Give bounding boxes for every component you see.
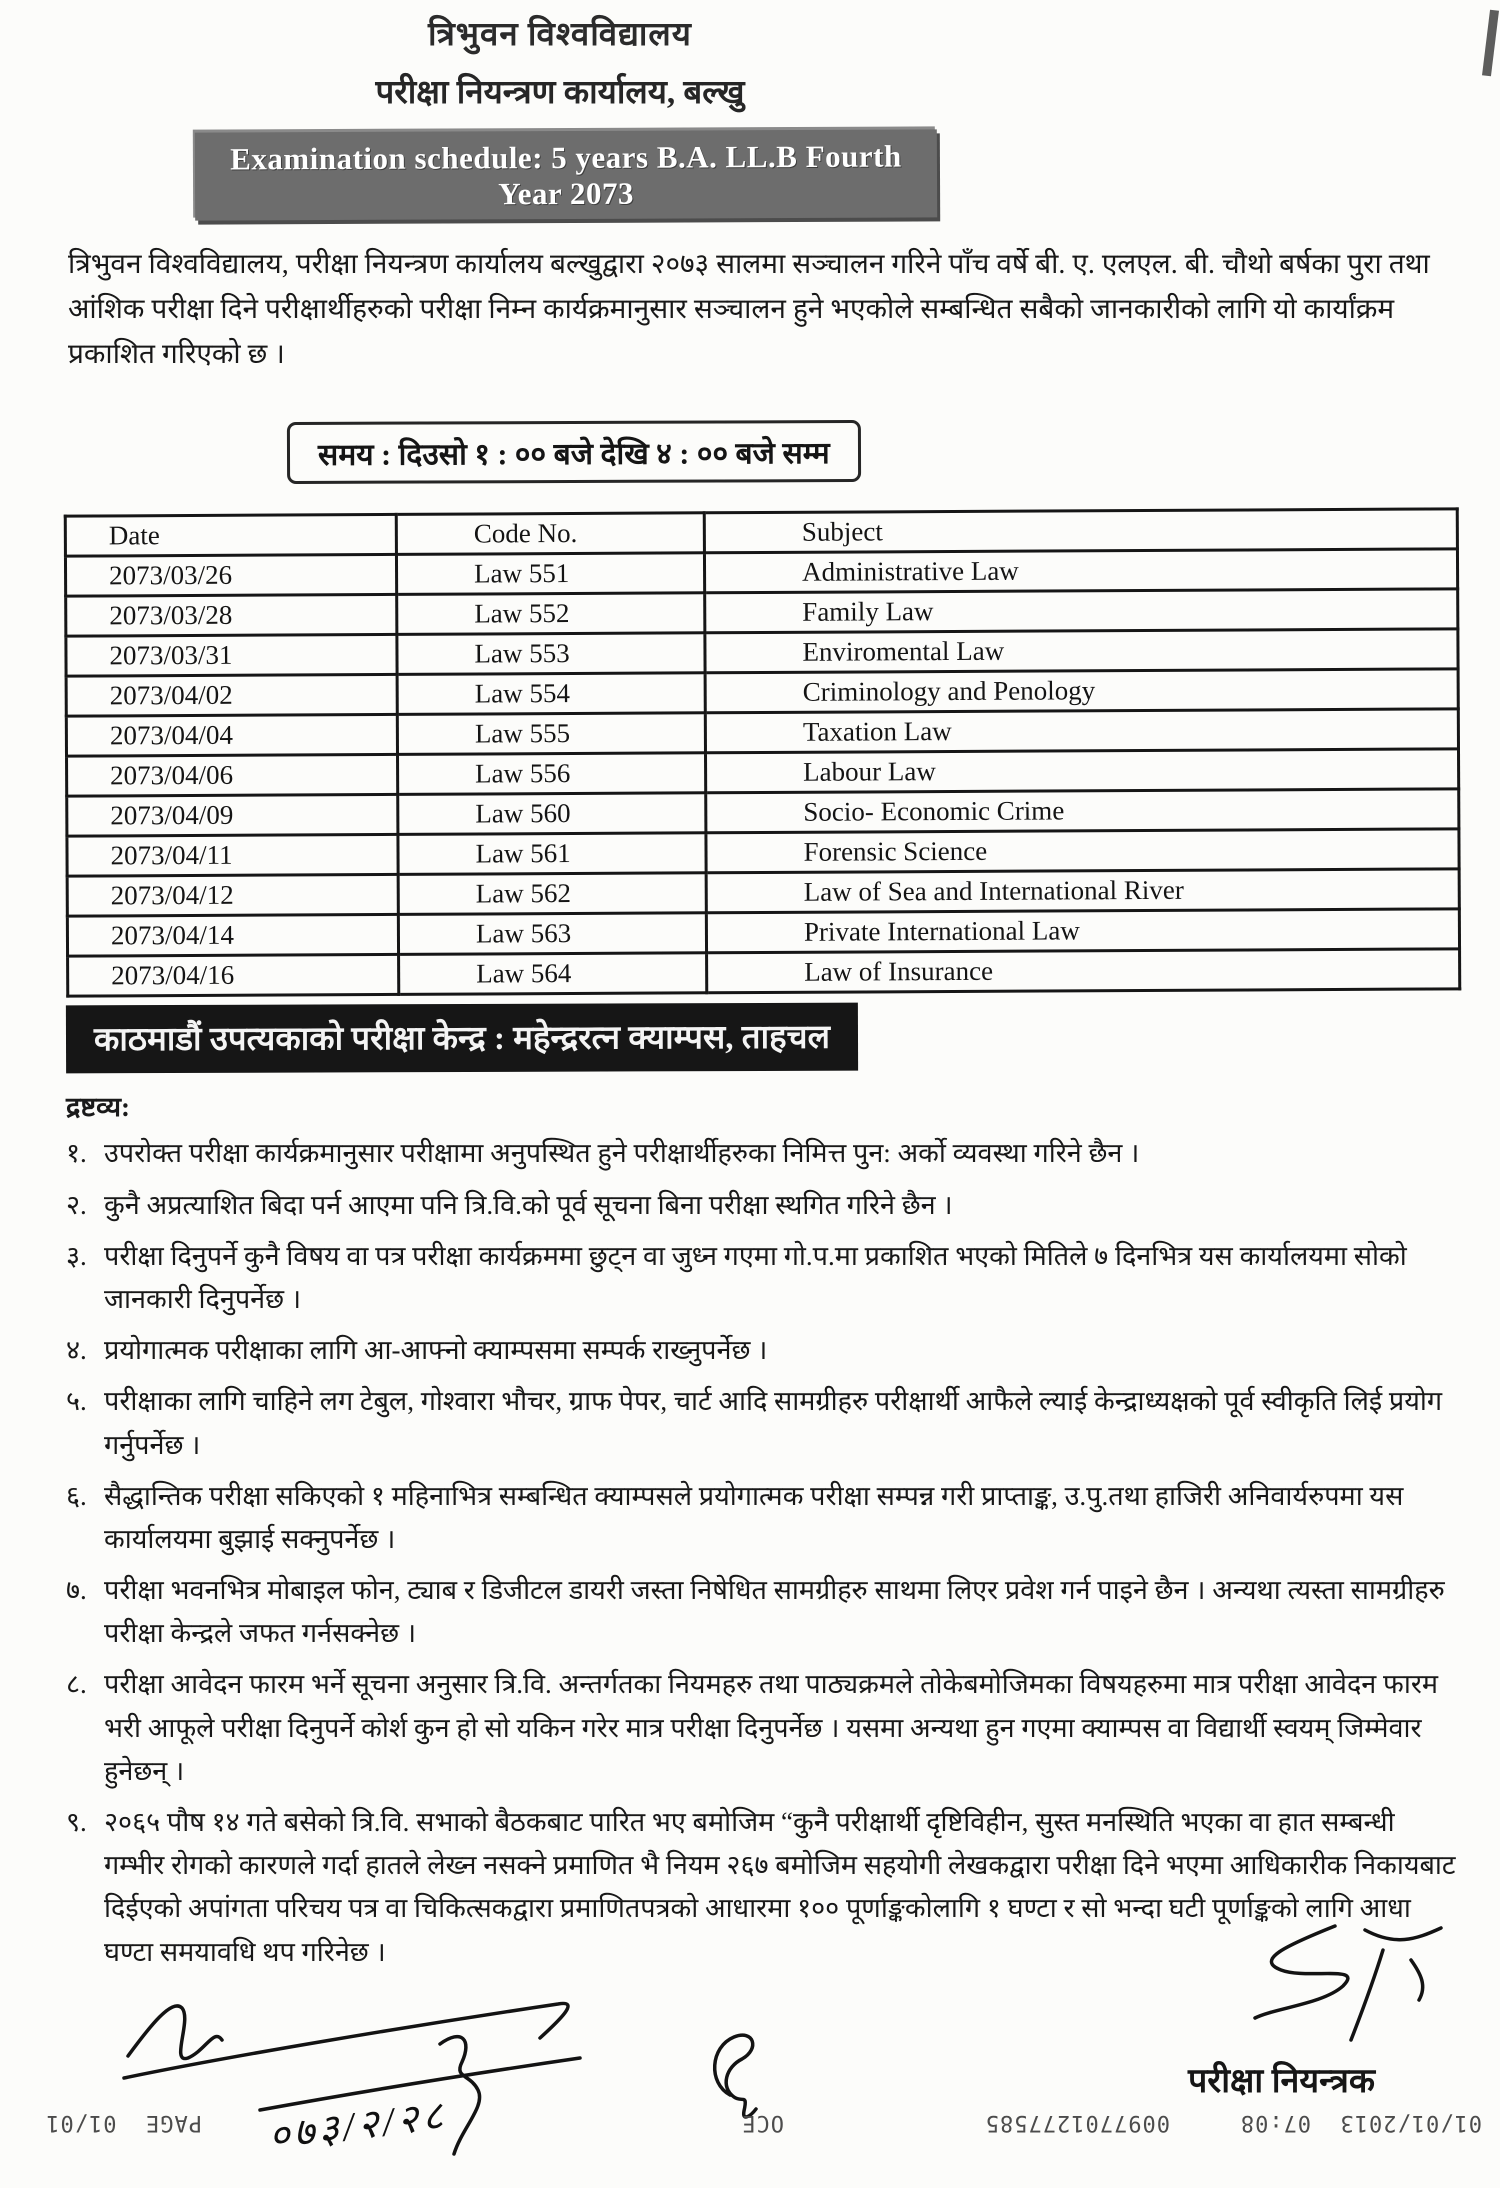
exam-date-cell: 2073/04/14 [67, 915, 398, 957]
column-header-date: Date [65, 515, 396, 557]
exam-subject-cell: Taxation Law [705, 709, 1458, 753]
exam-subject-cell: Forensic Science [706, 829, 1459, 873]
exam-code-cell: Law 561 [398, 833, 706, 875]
exam-subject-cell: Socio- Economic Crime [706, 789, 1459, 833]
note-number: ७. [66, 1575, 87, 1606]
note-number: २. [66, 1189, 87, 1220]
exam-center-row [66, 1004, 1500, 1072]
exam-date-cell: 2073/04/02 [66, 675, 397, 717]
exam-date-cell: 2073/04/04 [66, 715, 397, 757]
handwritten-date: ०७३/२/२८ [266, 2092, 450, 2159]
note-item [66, 1132, 1456, 1175]
note-number: ४. [66, 1335, 87, 1366]
note-text: उपरोक्त परीक्षा कार्यक्रमानुसार परीक्षामा अनुपस्थित हुने परीक्षार्थीहरुका निमित्त पुन: अर्को व्यवस्था गरिने छैन । [104, 1138, 1140, 1169]
exam-subject-cell: Administrative Law [704, 549, 1457, 593]
university-title: त्रिभुवन विश्वविद्यालय [428, 17, 692, 53]
fax-page-indicator: PAGE 01/01 [45, 2110, 202, 2135]
note-number: ८. [66, 1669, 87, 1700]
note-text: कुनै अप्रत्याशित बिदा पर्न आएमा पनि त्रि.वि.को पूर्व सूचना बिना परीक्षा स्थगित गरिने छैन । [104, 1189, 953, 1220]
note-item [66, 1235, 1456, 1321]
exam-date-cell: 2073/03/28 [66, 595, 397, 637]
time-box-row [287, 421, 1500, 483]
controller-signature-icon [1215, 1920, 1455, 2060]
fax-number: 0097701277585 [984, 2110, 1170, 2135]
note-number: ९. [66, 1807, 87, 1838]
table-row [68, 949, 1460, 996]
exam-time-box: समय : दिउसो १ : ०० बजे देखि ४ : ०० बजे सम्म [287, 420, 861, 484]
exam-date-cell: 2073/04/09 [67, 795, 398, 837]
exam-date-cell: 2073/04/12 [67, 875, 398, 917]
column-header-subject: Subject [704, 509, 1457, 553]
exam-code-cell: Law 553 [397, 633, 705, 675]
fax-footer [0, 2093, 1500, 2135]
column-header-code: Code No. [396, 513, 704, 555]
notes-list [66, 1132, 1456, 1973]
note-text: २०६५ पौष १४ गते बसेको त्रि.वि. सभाको बैठकबाट पारित भए बमोजिम “कुनै परीक्षार्थी दृष्टिविहीन, सुस्त मनस्थिति भएका वा हात सम्बन्धी गम्भीर रोगको कारणले गर्दा हातले लेख्न नसक्ने प्रमाणित भै नियम २६७ बमोजिम सहयोगी लेखकद्वारा परीक्षा दिने भएमा आधिकारीक निकायबाट दिईएको अपांगता परिचय पत्र वा चिकित्सकद्वारा प्रमाणितपत्रको आधारमा १०० पूर्णाङ्ककोलागि १ घण्टा र सो भन्दा घटी पूर्णाङ्कको लागि आधा घण्टा समयावधि थप गरिनेछ । [104, 1807, 1456, 1967]
exam-subject-cell: Enviromental Law [705, 629, 1458, 673]
exam-schedule-banner: Examination schedule: 5 years B.A. LL.B Fourth Year 2073 [195, 129, 937, 220]
controller-title: परीक्षा नियन्त्रक [1188, 2062, 1376, 2100]
fax-sender-label: OCE [741, 2110, 784, 2135]
notes-heading: द्रष्टव्य: [66, 1092, 130, 1123]
exam-date-cell: 2073/03/31 [66, 635, 397, 677]
office-title: परीक्षा नियन्त्रण कार्यालय, बल्खु [375, 75, 745, 111]
exam-code-cell: Law 551 [396, 553, 704, 595]
exam-schedule-table [64, 508, 1462, 998]
note-text: परीक्षा भवनभित्र मोबाइल फोन, ट्याब र डिजीटल डायरी जस्ता निषेधित सामग्रीहरु साथमा लिएर प्रवेश गर्न पाइने छैन । अन्यथा त्यस्ता सामग्रीहरु परीक्षा केन्द्रले जफत गर्नसक्नेछ । [104, 1575, 1445, 1649]
exam-subject-cell: Law of Sea and International River [706, 869, 1459, 913]
scan-edge-artifact [1482, 10, 1499, 77]
note-number: ५. [66, 1386, 87, 1417]
exam-code-cell: Law 560 [398, 793, 706, 835]
exam-subject-cell: Labour Law [706, 749, 1459, 793]
exam-date-cell: 2073/03/26 [65, 555, 396, 597]
note-item [66, 1329, 1456, 1372]
document-header [0, 10, 1120, 113]
note-text: प्रयोगात्मक परीक्षाका लागि आ-आफ्नो क्याम्पसमा सम्पर्क राख्नुपर्नेछ । [104, 1335, 768, 1366]
fax-datetime: 01/01/2013 07:08 [1239, 2110, 1482, 2135]
exam-subject-cell: Family Law [705, 589, 1458, 633]
note-item [66, 1380, 1456, 1466]
note-text: परीक्षा आवेदन फारम भर्ने सूचना अनुसार त्रि.वि. अन्तर्गतका नियमहरु तथा पाठ्यक्रमले तोकेबमोजिमका विषयहरुमा मात्र परीक्षा आवेदन फारम भरी आफूले परीक्षा दिनुपर्ने कोर्श कुन हो सो यकिन गरेर मात्र परीक्षा दिनुपर्नेछ । यसमा अन्यथा हुन गएमा क्याम्पस वा विद्यार्थी स्वयम् जिम्मेवार हुनेछन् । [104, 1669, 1439, 1786]
intro-paragraph: त्रिभुवन विश्वविद्यालय, परीक्षा नियन्त्रण कार्यालय बल्खुद्वारा २०७३ सालमा सञ्चालन गरिने पाँच वर्षे बी. ए. एलएल. बी. चौथो बर्षका पुरा तथा आंशिक परीक्षा दिने परीक्षार्थीहरुको परीक्षा निम्न कार्यक्रमानुसार सञ्चालन हुने भएकोले सम्बन्धित सबैको जानकारीको लागि यो कार्यांक्रम प्रकाशित गरिएको छ । [68, 249, 1430, 370]
exam-code-cell: Law 563 [398, 913, 706, 955]
exam-date-cell: 2073/04/16 [68, 955, 399, 997]
note-item [66, 1663, 1456, 1793]
note-text: परीक्षा दिनुपर्ने कुनै विषय वा पत्र परीक्षा कार्यक्रममा छुट्न वा जुध्न गएमा गो.प.मा प्रकाशित भएको मितिले ७ दिनभित्र यस कार्यालयमा सोको जानकारी दिनुपर्नेछ । [104, 1240, 1407, 1314]
signature-area [0, 1978, 1500, 2188]
exam-center-banner: काठमाडौं उपत्यकाको परीक्षा केन्द्र : महेन्द्ररत्न क्याम्पस, ताहचल [66, 1003, 858, 1074]
note-text: सैद्धान्तिक परीक्षा सकिएको १ महिनाभित्र सम्बन्धित क्याम्पसले प्रयोगात्मक परीक्षा सम्पन्न गरी प्राप्ताङ्क, उ.पु.तथा हाजिरी अनिवार्यरुपमा यस कार्यालयमा बुझाई सक्नुपर्नेछ । [104, 1480, 1404, 1554]
exam-code-cell: Law 555 [397, 713, 705, 755]
exam-code-cell: Law 564 [399, 953, 707, 995]
note-item [66, 1184, 1456, 1227]
exam-code-cell: Law 556 [398, 753, 706, 795]
exam-date-cell: 2073/04/06 [67, 755, 398, 797]
exam-subject-cell: Law of Insurance [707, 949, 1460, 993]
note-number: ३. [66, 1240, 87, 1271]
note-number: १. [66, 1138, 87, 1169]
exam-code-cell: Law 554 [397, 673, 705, 715]
exam-subject-cell: Private International Law [706, 909, 1459, 953]
exam-code-cell: Law 562 [398, 873, 706, 915]
exam-code-cell: Law 552 [397, 593, 705, 635]
note-number: ६. [66, 1480, 87, 1511]
exam-date-cell: 2073/04/11 [67, 835, 398, 877]
note-text: परीक्षाका लागि चाहिने लग टेबुल, गोश्वारा भौचर, ग्राफ पेपर, चार्ट आदि सामग्रीहरु परीक्षार्थी आफैले ल्याई केन्द्राध्यक्षको पूर्व स्वीकृति लिई प्रयोग गर्नुपर्नेछ । [104, 1386, 1443, 1460]
exam-subject-cell: Criminology and Penology [705, 669, 1458, 713]
note-item [66, 1569, 1456, 1655]
note-item [66, 1475, 1456, 1561]
